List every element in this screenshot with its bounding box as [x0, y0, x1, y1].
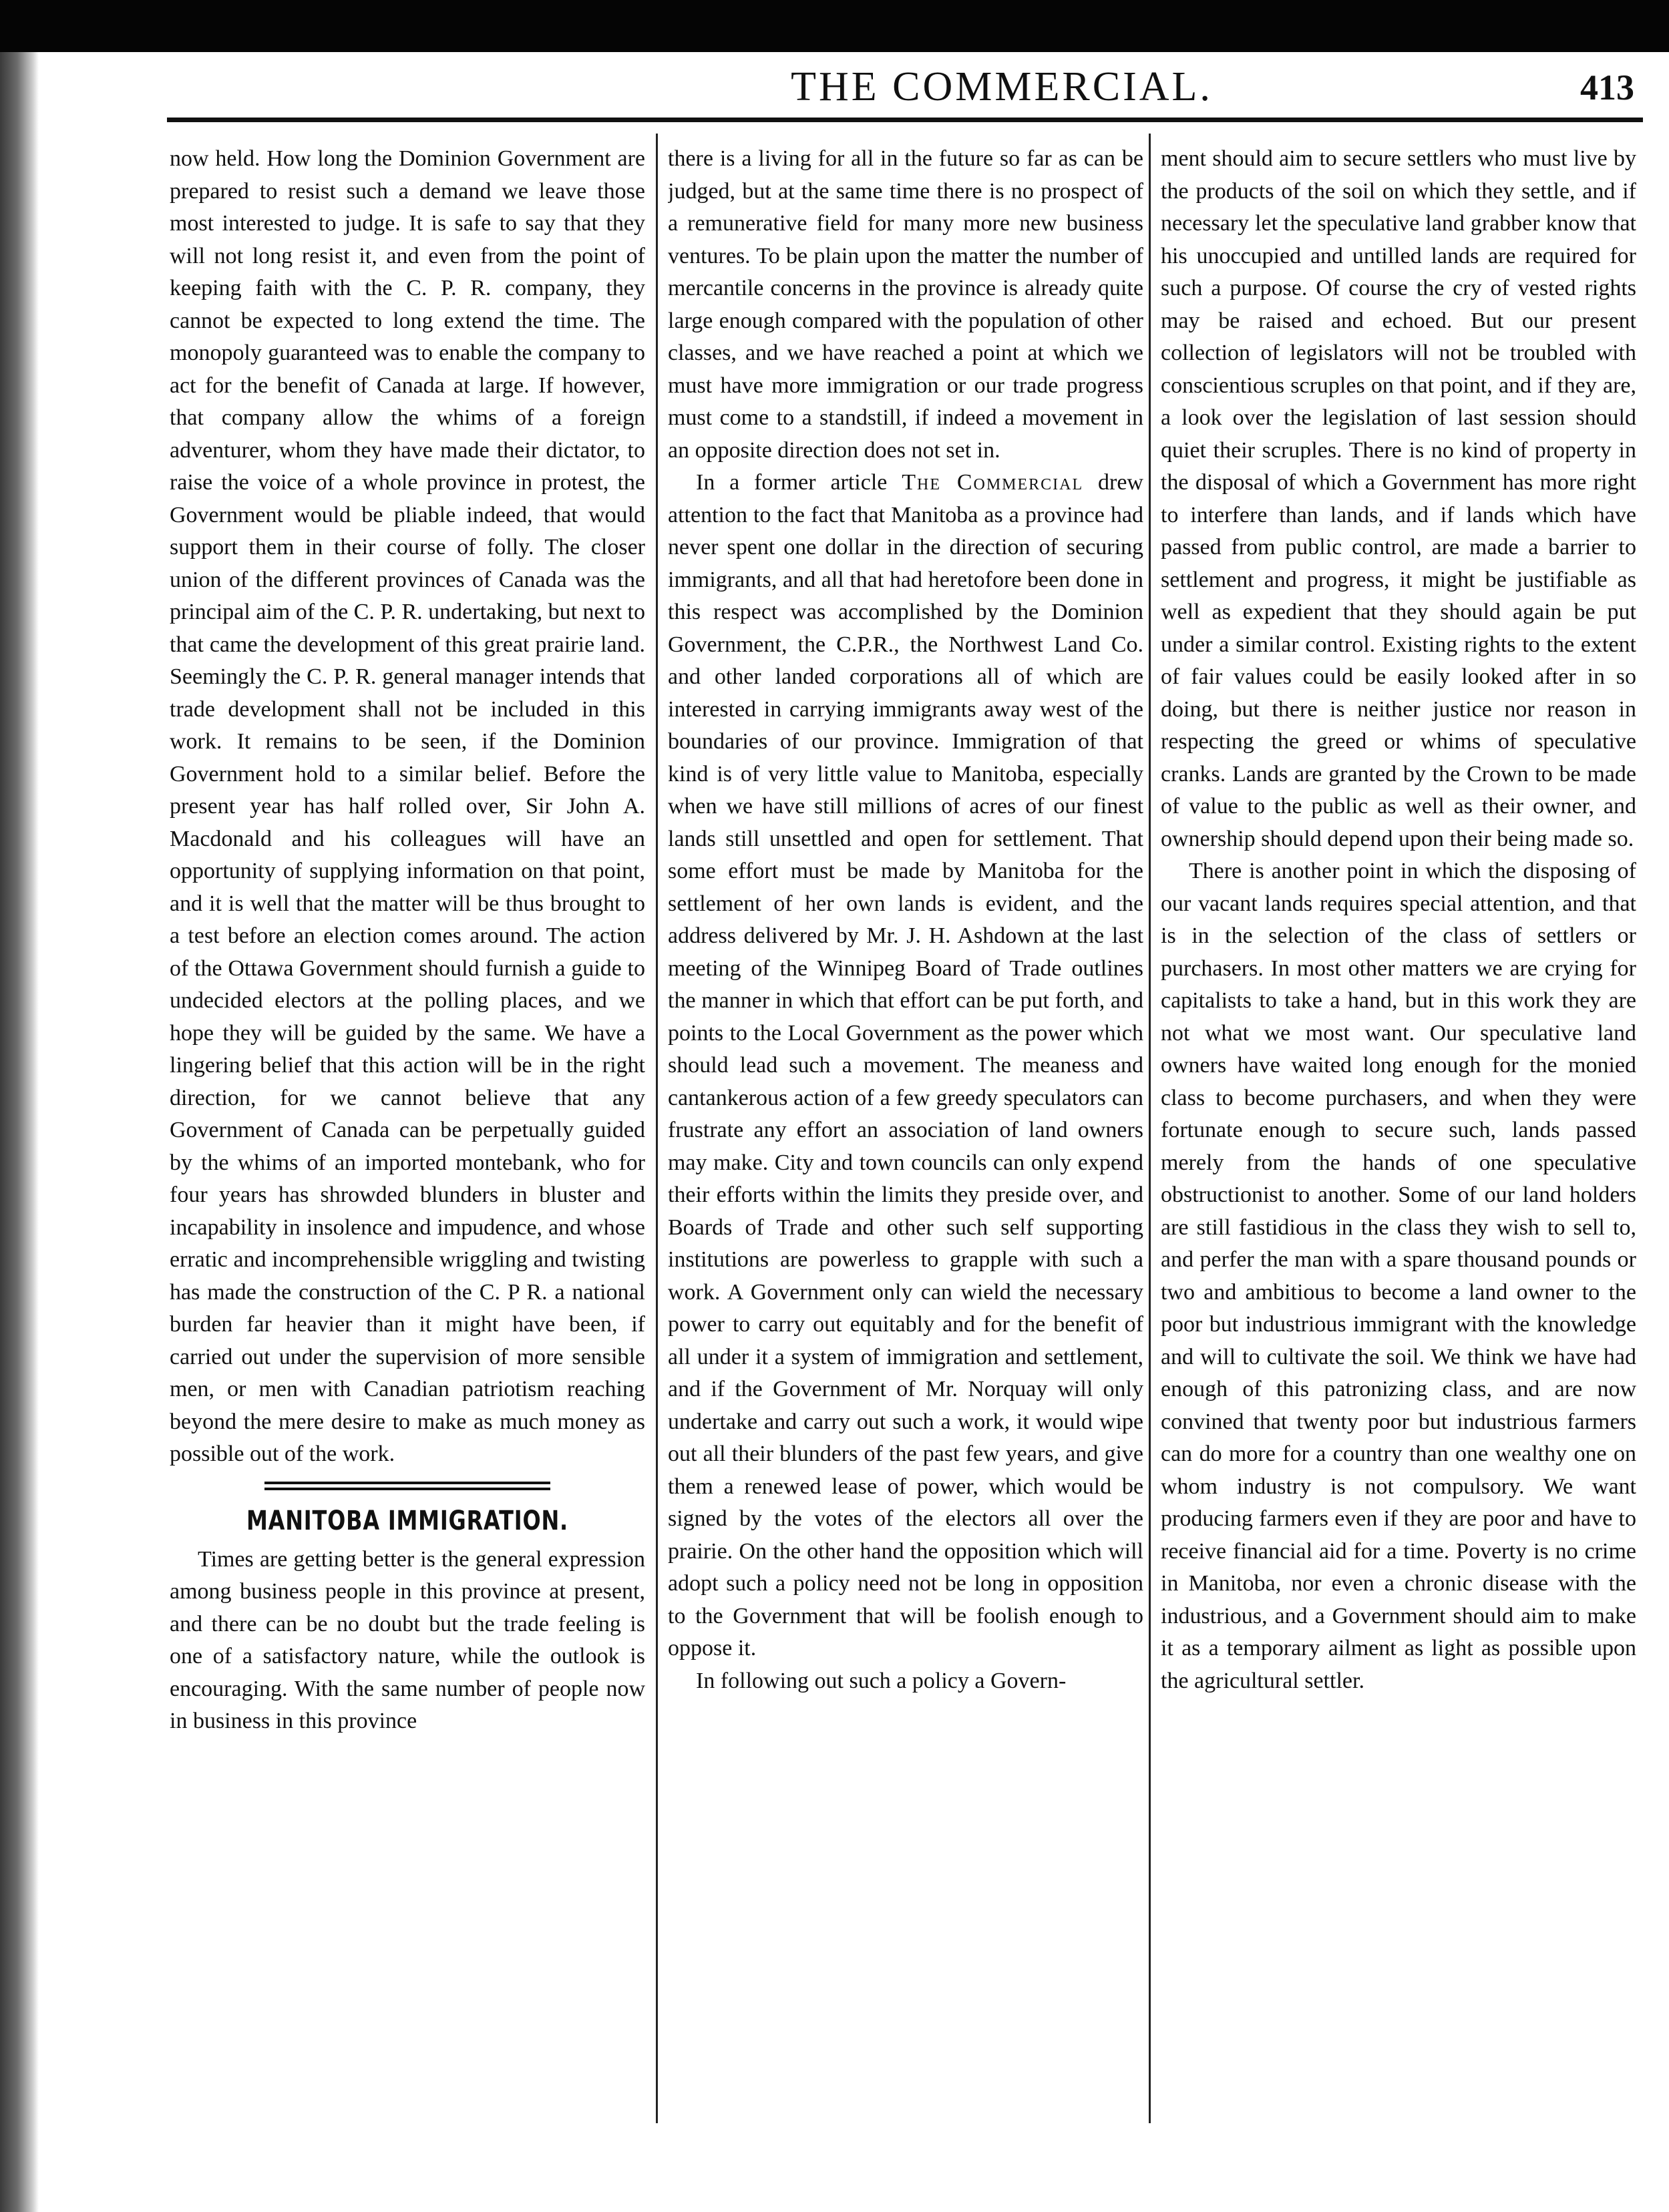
top-scan-border: [0, 0, 1669, 52]
column-1: [170, 143, 645, 2113]
left-scan-edge: [0, 52, 39, 2212]
article-paragraph: ment should aim to secure settlers who must live by the products of the soil on which they settle, and if necessary let the speculative land grabber know that his unoccupied and untilled lands are required for such a purpose. Of course the cry of vested rights may be raised and echoed. But our present collection of legislators will not be troubled with conscientious scruples on that point, and if they are, a look over the legislation of last session should quiet their scruples. There is no kind of property in the disposal of which a Government has more right to interfere than lands, and if lands which have passed from public control, are made a barrier to settlement and progress, it might be justifiable as well as expedient that they should again be put under a similar control. Existing rights to the extent of fair values could be easily looked after in so doing, but there is neither justice nor reason in respecting the greed or whims of speculative cranks. Lands are granted by the Crown to be made of value to the public as well as their owner, and ownership should depend upon their being made so.: [1161, 146, 1636, 851]
column-2: [668, 143, 1143, 2113]
article-paragraph: there is a living for all in the future so far as can be judged, but at the same time there is no prospect of a remunerative field for many more new business ventures. To be plain upon the matter the number of mercantile concerns in the province is already quite large enough compared with the population of other classes, and we have reached a point at which we must have more immigration or our trade progress must come to a standstill, if indeed a movement in an opposite direction does not set in.: [668, 146, 1143, 463]
section-heading: MANITOBA IMMIGRATION.: [246, 1505, 568, 1536]
article-paragraph: [668, 467, 1143, 1665]
column-divider: [656, 134, 658, 2123]
header-rule: [167, 118, 1643, 122]
paragraph-text: drew attention to the fact that Manitoba as a province had never spent one dollar in the direction of securing immigrants, and all that had heretofore been done in this respect was accomplished by the Dominion Government, the C.P.R., the Northwest Land Co. and other landed corporations all of which are interested in carrying immigrants away west of the boundaries of our province. Immigration of that kind is of very little value to Manitoba, especially when we have still millions of acres of our finest lands still unsettled and open for settlement. That some effort must be made by Manitoba for the settlement of her own lands is evident, and the address delivered by Mr. J. H. Ashdown at the last meeting of the Winnipeg Board of Trade outlines the manner in which that effort can be put forth, and points to the Local Government as the power which should lead such a movement. The meaness and cantankerous action of a few greedy speculators can frustrate any effort an association of land owners may make. City and town councils can only expend their efforts within the limits they preside over, and Boards of Trade and other such self supporting institutions are powerless to grapple with such a work. A Government only can wield the necessary power to carry out equitably and for the benefit of all under it a system of immigration and settlement, and if the Government of Mr. Norquay will only undertake and carry out such a work, it would wipe out all their blunders of the past few years, and give them a renewed lease of power, which would be signed by the votes of the electors all over the prairie. On the other hand the opposition which will adopt such a policy need not be long in opposition to the Government that will be foolish enough to oppose it.: [668, 470, 1143, 1661]
publication-reference: The Commercial: [902, 470, 1084, 495]
page-number: 413: [1580, 67, 1634, 107]
column-3: [1161, 143, 1636, 2113]
section-divider: [264, 1482, 550, 1490]
paragraph-text: In a former article: [696, 470, 888, 495]
article-paragraph: In following out such a policy a Govern-: [696, 1668, 1067, 1693]
article-paragraph: There is another point in which the disposing of our vacant lands requires special attention, and that is in the selection of the class of settlers or purchasers. In most other matters we are crying for capitalists to take a hand, but in this work they are not what we most want. Our speculative land owners have waited long enough for the monied class to become purchasers, and when they were fortunate enough to secure such, lands passed merely from the hands of one speculative obstructionist to another. Some of our land holders are still fastidious in the class they wish to sell to, and perfer the man with a spare thousand pounds or two and ambitious to become a land owner to the poor but industrious immigrant with the knowledge and will to cultivate the soil. We think we have had enough of this patronizing class, and are now convined that twenty poor but industrious farmers can do more for a country than one wealthy one on whom industry is not compulsory. We want producing farmers even if they are poor and have to receive financial aid for a time. Poverty is no crime in Manitoba, nor even a chronic disease with the industrious, and a Government should aim to make it as a temporary ailment as light as possible upon the agricultural settler.: [1161, 859, 1636, 1693]
article-paragraph: now held. How long the Dominion Government are prepared to resist such a demand we leave those most interested to judge. It is safe to say that they will not long resist it, and even from the point of keeping faith with the C. P. R. company, they cannot be expected to long extend the time. The monopoly guaranteed was to enable the company to act for the benefit of Canada at large. If however, that company allow the whims of a foreign adventurer, whom they have made their dictator, to raise the voice of a whole province in protest, the Government would be pliable indeed, that would support them in their course of folly. The closer union of the different provinces of Canada was the principal aim of the C. P. R. undertaking, but next to that came the development of this great prairie land. Seemingly the C. P. R. general manager intends that trade development shall not be included in this work. It remains to be seen, if the Dominion Government hold to a similar belief. Before the present year has half rolled over, Sir John A. Macdonald and his colleagues will have an opportunity of supplying information on that point, and it is well that the matter will be thus brought to a test before an election comes around. The action of the Ottawa Government should furnish a guide to undecided electors at the polling places, and we hope they will be guided by the same. We have a lingering belief that this action will be in the right direction, for we cannot believe that any Government of Canada can be perpetually guided by the whims of an imported montebank, who for four years has shrowded blunders in bluster and incapability in insolence and impudence, and whose erratic and incomprehensible wriggling and twisting has made the construction of the C. P R. a national burden far heavier than it might have been, if carried out under the supervision of more sensible men, or men with Canadian patriotism reaching beyond the mere desire to make as much money as possible out of the work.: [170, 146, 645, 1466]
article-paragraph: Times are getting better is the general expression among business people in this province at present, and there can be no doubt but the trade feeling is one of a satisfactory nature, while the outlook is encouraging. With the same number of people now in business in this province: [170, 1546, 645, 1733]
publication-title: THE COMMERCIAL.: [791, 64, 1213, 109]
column-divider: [1149, 134, 1151, 2123]
